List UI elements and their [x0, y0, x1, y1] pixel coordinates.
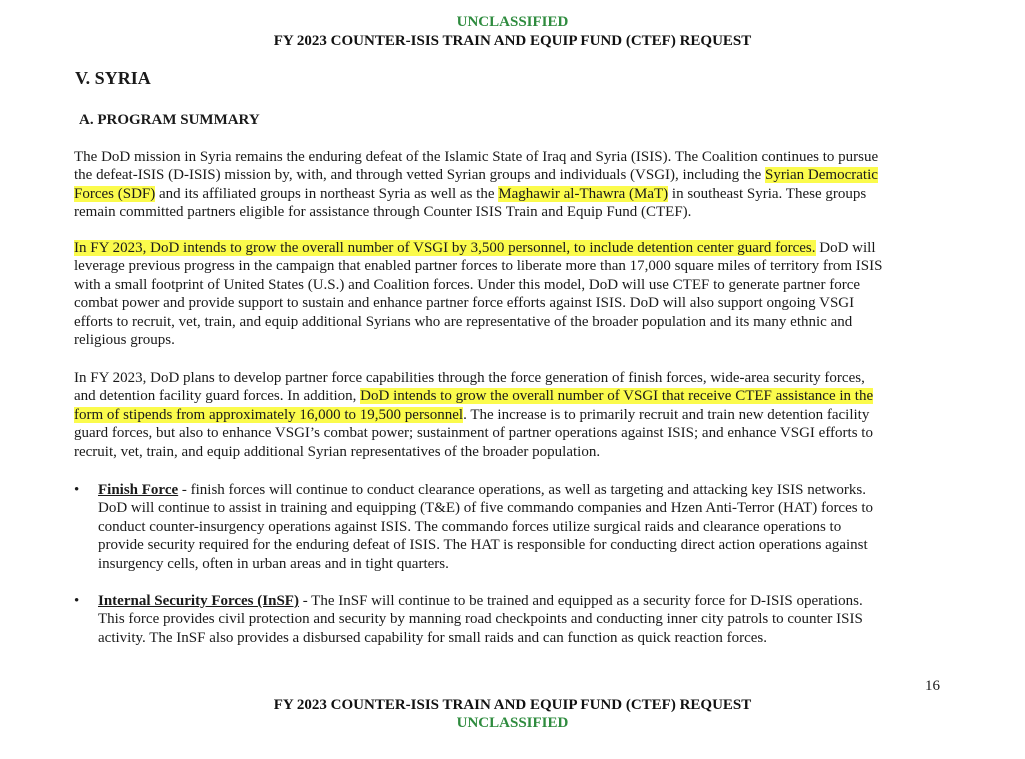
text-segment: combat power and provide support to sustain and enhance partner force efforts against ISIS. DoD will also support ongoing VSGI: [74, 295, 855, 312]
paragraph-capabilities: [74, 369, 954, 461]
text-line: [74, 369, 954, 387]
text-segment: conduct counter-insurgency operations against ISIS. The commando forces utilize surgical raids and clearance operations to: [98, 518, 842, 535]
section-title: V. SYRIA: [75, 68, 151, 88]
text-segment: insurgency cells, often in urban areas and in tight quarters.: [98, 555, 449, 572]
text-line: [98, 592, 954, 610]
text-segment: - finish forces will continue to conduct clearance operations, as well as targeting and attacking key ISIS networks.: [178, 482, 866, 498]
highlighted-text: Syrian Democratic: [765, 167, 878, 184]
text-segment: . The increase is to primarily recruit and train new detention facility: [463, 406, 870, 423]
text-segment: and detention facility guard forces. In addition,: [74, 388, 361, 405]
text-line: [74, 257, 954, 275]
text-segment: the defeat-ISIS (D-ISIS) mission by, with, and through vetted Syrian groups and individuals (VSGI), including the: [74, 167, 766, 184]
text-segment: and its affiliated groups in northeast Syria as well as the: [155, 185, 499, 202]
highlighted-text: form of stipends from approximately 16,000 to 19,500 personnel: [74, 406, 464, 423]
text-line: [98, 518, 954, 536]
bullet-body: [98, 481, 954, 573]
bullet-marker: •: [74, 593, 80, 609]
text-line: [74, 406, 954, 424]
text-segment: with a small footprint of United States (U.S.) and Coalition forces. Under this model, DoD will use CTEF to generate partner force: [74, 276, 861, 293]
text-segment: provide security required for the enduring defeat of ISIS. The HAT is responsible for conducting direct action operations against: [98, 537, 868, 554]
text-segment: leverage previous progress in the campaign that enabled partner forces to liberate more than 17,000 square miles of territory from ISIS: [74, 258, 883, 275]
text-line: [74, 166, 954, 184]
text-line: [98, 610, 954, 628]
text-segment: - The InSF will continue to be trained and equipped as a security force for D-ISIS operations.: [298, 593, 863, 609]
paragraph-mission: [74, 148, 954, 222]
text-segment: DoD will: [815, 240, 876, 256]
highlighted-text: DoD intends to grow the overall number of VSGI that receive CTEF assistance in the: [360, 388, 874, 405]
text-segment: The DoD mission in Syria remains the enduring defeat of the Islamic State of Iraq and Syria (ISIS). The Coalition continues to pursue: [74, 149, 879, 165]
text-line: [98, 481, 954, 499]
text-segment: religious groups.: [74, 332, 175, 349]
text-segment: activity. The InSF also provides a disbursed capability for small raids and can function as quick reaction forces.: [98, 629, 767, 646]
text-segment: DoD will continue to assist in training and equipping (T&E) of five commando companies and Hzen Anti-Terror (HAT) forces to: [98, 500, 874, 517]
bullet-body: [98, 592, 954, 647]
text-line: [98, 629, 954, 647]
text-line: [74, 443, 954, 461]
text-segment: recruit, vet, train, and equip additional Syrian representatives of the broader population.: [74, 443, 601, 460]
header-title: FY 2023 COUNTER-ISIS TRAIN AND EQUIP FUND (CTEF) REQUEST: [273, 33, 752, 49]
footer-title: FY 2023 COUNTER-ISIS TRAIN AND EQUIP FUND (CTEF) REQUEST: [273, 697, 752, 713]
text-line: [74, 424, 954, 442]
text-line: [74, 239, 954, 257]
text-segment: efforts to recruit, vet, train, and equip additional Syrians who are representative of the broader population and its many ethnic and: [74, 313, 853, 330]
text-line: [74, 387, 954, 405]
text-line: [98, 499, 954, 517]
text-line: [74, 185, 954, 203]
text-line: [74, 294, 954, 312]
text-segment: In FY 2023, DoD plans to develop partner force capabilities through the force generation of finish forces, wide-area security forces,: [74, 370, 865, 386]
text-segment: in southeast Syria. These groups: [668, 185, 867, 202]
text-line: [74, 148, 954, 166]
highlighted-text: In FY 2023, DoD intends to grow the overall number of VSGI by 3,500 personnel, to include detention center guard forces.: [74, 240, 816, 256]
bullet-term: Internal Security Forces (InSF): [98, 593, 299, 609]
program-summary-heading: A. PROGRAM SUMMARY: [79, 112, 260, 128]
text-segment: remain committed partners eligible for assistance through Counter ISIS Train and Equip Fund (CTEF).: [74, 204, 692, 221]
highlighted-text: Maghawir al-Thawra (MaT): [498, 185, 669, 202]
footer-classification: UNCLASSIFIED: [456, 715, 569, 731]
header-classification: UNCLASSIFIED: [456, 14, 569, 30]
bullet-marker: •: [74, 482, 80, 498]
text-line: [74, 331, 954, 349]
text-line: [74, 313, 954, 331]
text-segment: This force provides civil protection and security by manning road checkpoints and conducting inner city patrols to counter ISIS: [98, 611, 863, 628]
page-number: 16: [925, 678, 940, 694]
text-line: [98, 536, 954, 554]
paragraph-vsgi-growth: [74, 239, 954, 349]
text-segment: guard forces, but also to enhance VSGI’s combat power; sustainment of partner operations against ISIS; and enhance VSGI efforts to: [74, 425, 873, 442]
text-line: [98, 555, 954, 573]
text-line: [74, 276, 954, 294]
highlighted-text: Forces (SDF): [74, 185, 156, 202]
text-line: [74, 203, 954, 221]
bullet-term: Finish Force: [98, 482, 179, 498]
